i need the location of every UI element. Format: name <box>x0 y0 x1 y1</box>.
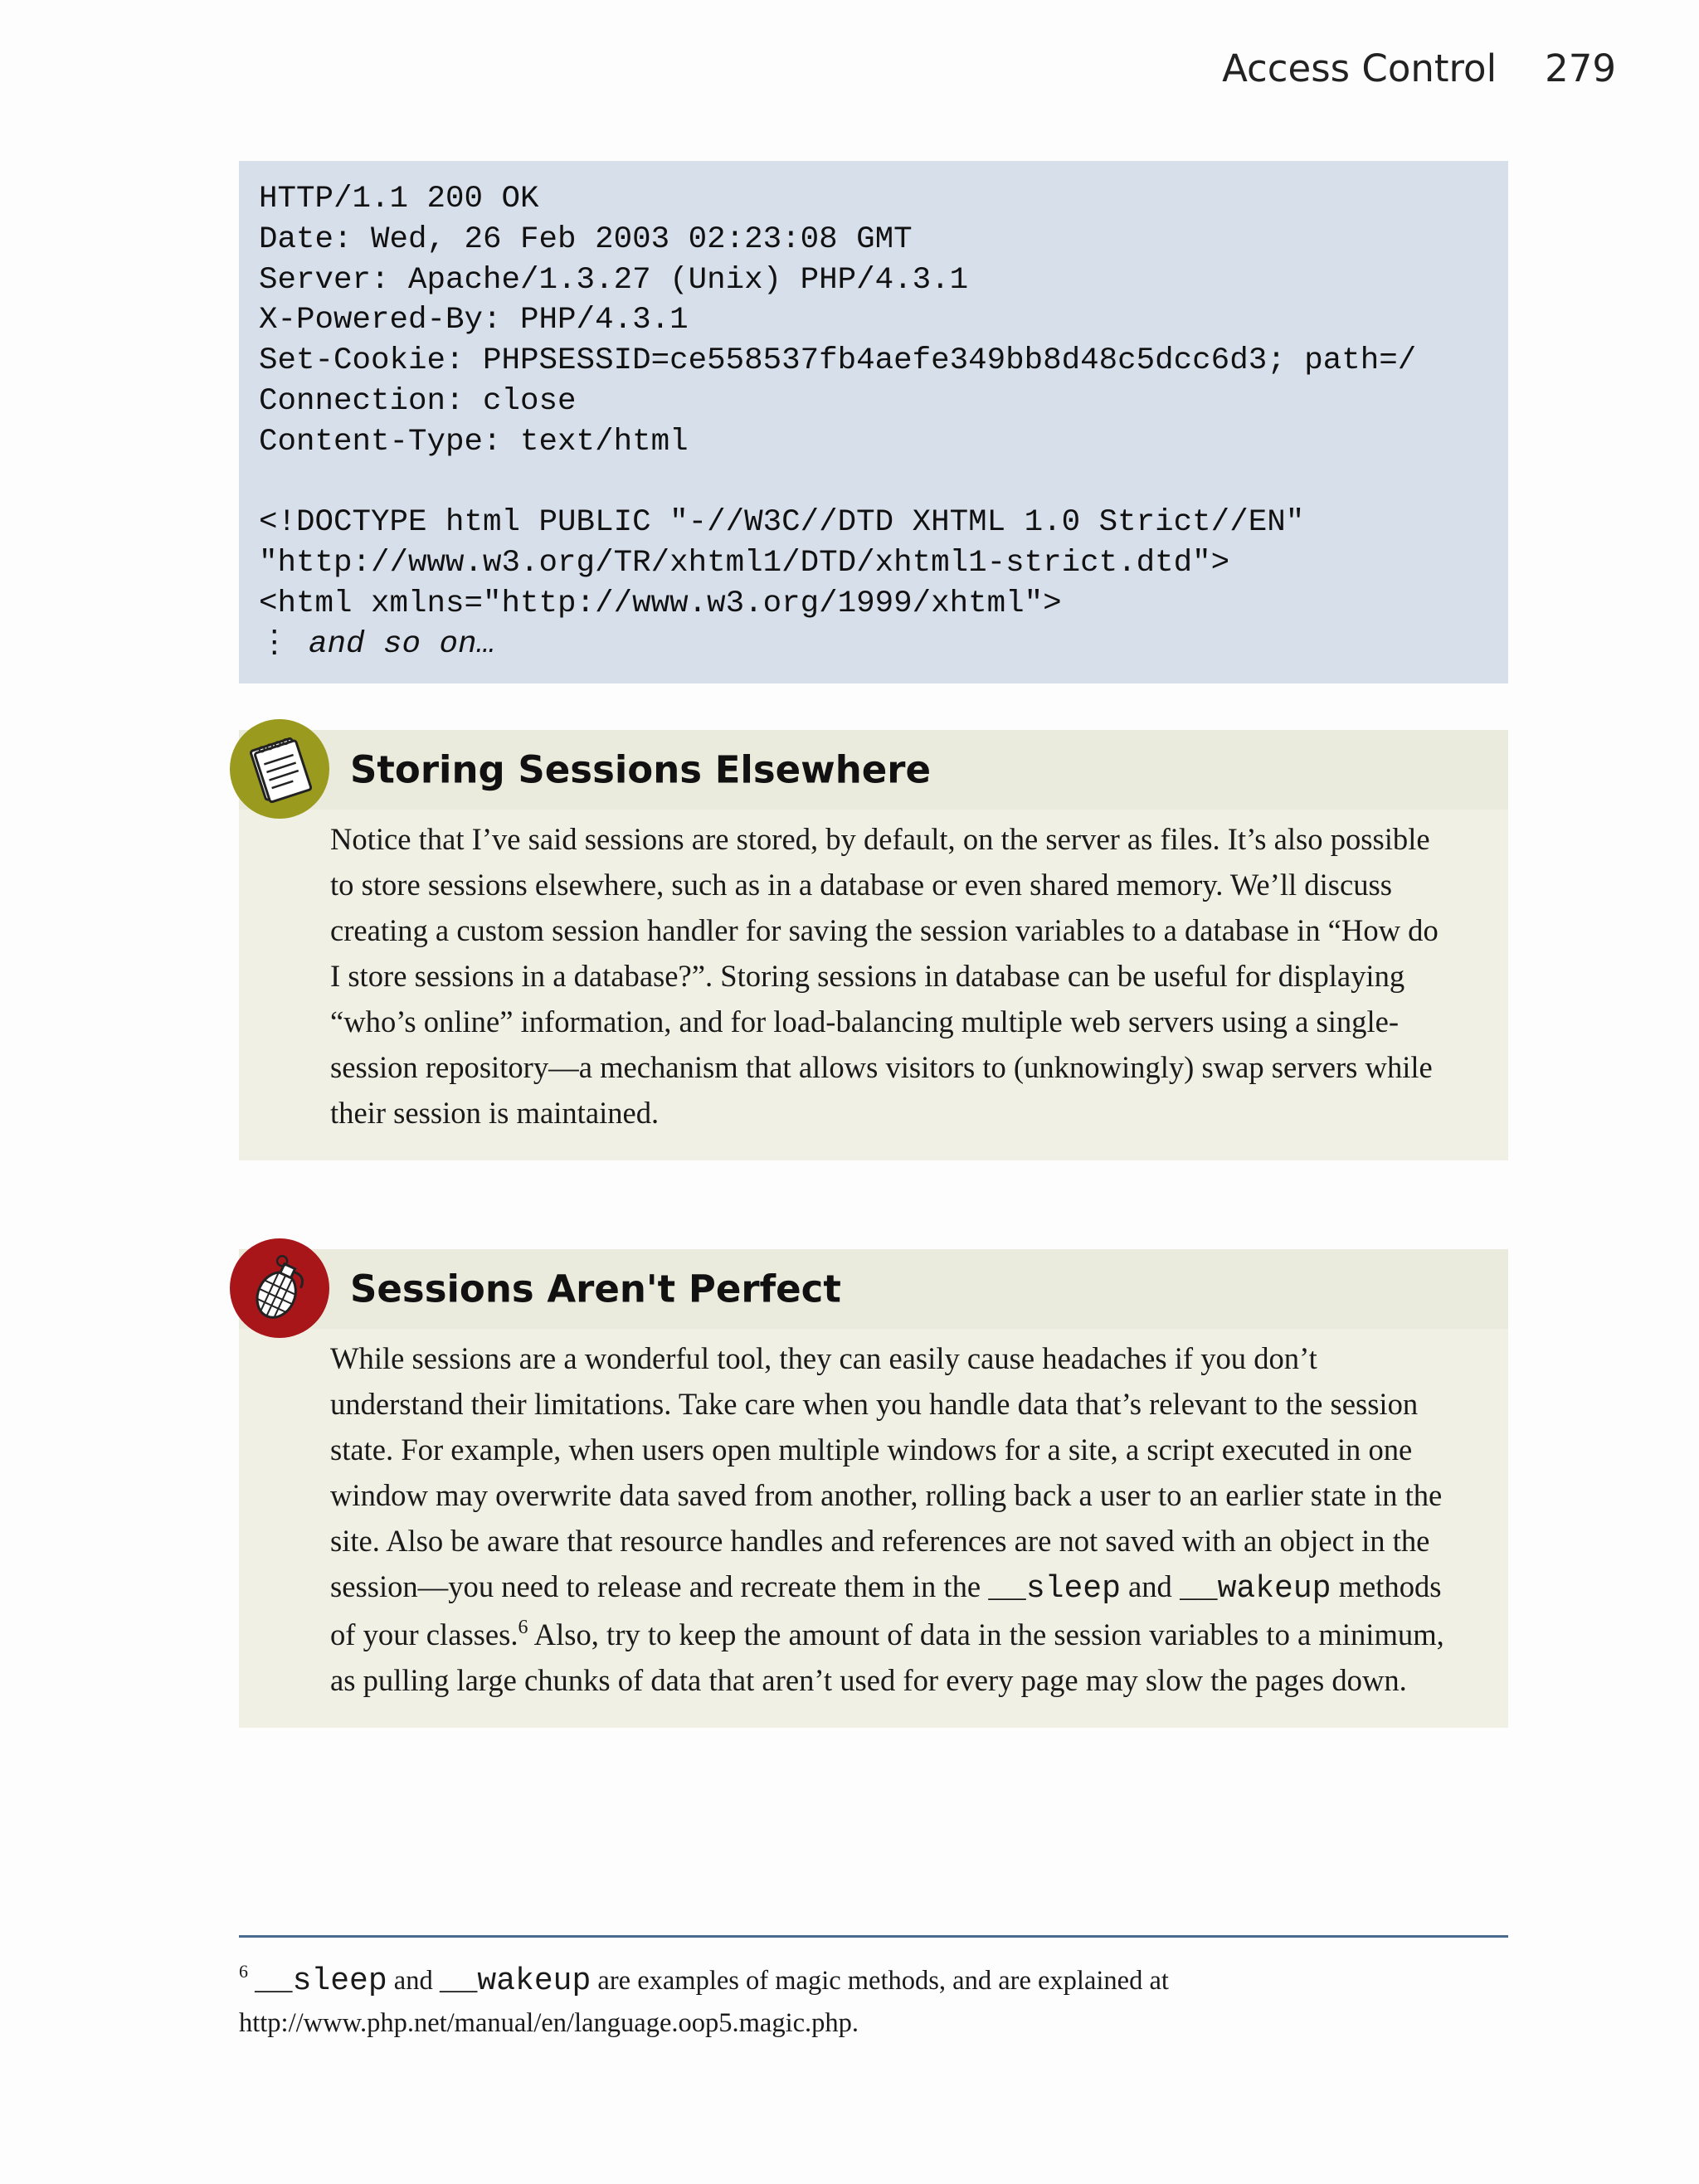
vertical-ellipsis: ⋮ <box>259 626 290 662</box>
warning-sidebar-body <box>239 1329 1508 1728</box>
footnote-and: and <box>387 1966 440 1996</box>
footnote-number: 6 <box>239 1961 248 1982</box>
warning-text-part2: methods of your classes. <box>330 1569 1442 1651</box>
footnote-code-wakeup: __wakeup <box>439 1963 591 1999</box>
note-sidebar-title: Storing Sessions Elsewhere <box>350 747 932 792</box>
running-head <box>1222 46 1616 90</box>
warning-text-part1: While sessions are a wonderful tool, they can easily cause headaches if you don’t understand their limitations. Take care when you handle data that’s relevant to the session state. For example, when users open multiple windows for a site, a script executed in one window may overwrite data saved from another, rolling back a user to an earlier state in the site. Also be aware that resource handles and references are not saved with an object in the session—you need to release and recreate them in the <box>330 1341 1443 1603</box>
code-line: <html xmlns="http://www.w3.org/1999/xhtml"> <box>259 586 1062 621</box>
footnote <box>239 1951 1508 2044</box>
and-text: and <box>1120 1569 1180 1603</box>
code-line: Connection: close <box>259 383 577 419</box>
warning-paragraph <box>330 1335 1452 1703</box>
warning-text-part3: Also, try to keep the amount of data in the session variables to a minimum, as pulling large chunks of data that aren’t used for every page may slow the pages down. <box>330 1617 1444 1697</box>
footnote-url-link[interactable]: http://www.php.net/manual/en/language.oop5.magic.php. <box>239 2008 859 2038</box>
code-line: Set-Cookie: PHPSESSID=ce558537fb4aefe349bb8d48c5dcc6d3; path=/ <box>259 343 1417 379</box>
warning-sidebar-header <box>239 1249 1508 1329</box>
footnote-text: are examples of magic methods, and are explained at <box>591 1966 1169 1996</box>
http-response-code-block <box>239 161 1508 683</box>
notepad-icon <box>229 718 330 820</box>
warning-sidebar <box>239 1249 1508 1728</box>
code-line: X-Powered-By: PHP/4.3.1 <box>259 303 689 338</box>
code-line: HTTP/1.1 200 OK <box>259 182 539 216</box>
footnote-code-sleep: __sleep <box>255 1963 387 1999</box>
footnote-line-1 <box>239 1951 1508 2002</box>
footnote-divider <box>239 1935 1508 1938</box>
footnote-reference[interactable]: 6 <box>518 1617 528 1638</box>
page-number: 279 <box>1545 46 1616 90</box>
grenade-icon <box>229 1238 330 1339</box>
code-line-ellipsis <box>259 625 1488 665</box>
code-line: Server: Apache/1.3.27 (Unix) PHP/4.3.1 <box>259 262 969 298</box>
code-line: Date: Wed, 26 Feb 2003 02:23:08 GMT <box>259 221 913 257</box>
section-title: Access Control <box>1222 46 1497 90</box>
note-sidebar-header <box>239 730 1508 810</box>
note-sidebar-body <box>239 810 1508 1160</box>
ellipsis-text: and so on… <box>309 626 496 662</box>
inline-code-wakeup: __wakeup <box>1180 1571 1331 1607</box>
code-line: Content-Type: text/html <box>259 424 689 460</box>
note-paragraph: Notice that I’ve said sessions are stored, by default, on the server as files. It’s also possible to store sessions elsewhere, such as in a database or even shared memory. We’ll discuss creating a custom session handler for saving the session variables to a database in “How do I store sessions in a database?”. Storing sessions in database can be useful for displaying “who’s online” information, and for load-balancing multiple web servers using a single-session repository—a mechanism that allows visitors to (unknowingly) swap servers while their session is maintained. <box>330 822 1439 1130</box>
code-line-blank <box>259 463 1488 503</box>
code-line: "http://www.w3.org/TR/xhtml1/DTD/xhtml1-strict.dtd"> <box>259 546 1230 581</box>
inline-code-sleep: __sleep <box>988 1571 1121 1607</box>
code-line: <!DOCTYPE html PUBLIC "-//W3C//DTD XHTML 1.0 Strict//EN" <box>259 505 1305 541</box>
warning-sidebar-title: Sessions Aren't Perfect <box>350 1267 841 1311</box>
note-sidebar <box>239 730 1508 1160</box>
